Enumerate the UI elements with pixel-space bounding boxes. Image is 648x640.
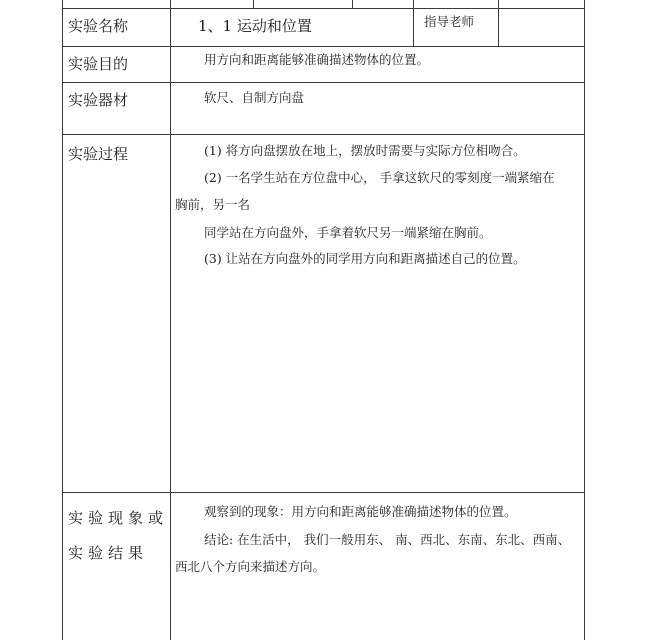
table-rule-label-divider [170, 0, 171, 640]
equipment-value: 软尺、自制方向盘 [204, 90, 305, 105]
process-line: 同学站在方向盘外，手拿着软尺另一端紧缩在胸前。 [204, 225, 492, 240]
result-line: 观察到的现象：用方向和距离能够准确描述物体的位置。 [204, 504, 517, 519]
result-label-line1: 实验现象或 [68, 509, 169, 527]
name-value: 1、1 运动和位置 [198, 17, 312, 35]
process-line: (3) 让站在方向盘外的同学用方向和距离描述自己的位置。 [204, 251, 526, 266]
result-label-line2: 实验结果 [68, 544, 149, 562]
table-rule-purpose-bottom [62, 82, 584, 83]
table-rule-equipment-bottom [62, 134, 584, 135]
purpose-value: 用方向和距离能够准确描述物体的位置。 [204, 52, 430, 67]
process-line: (2) 一名学生站在方位盘中心， 手拿这软尺的零刻度一端紧缩在 [204, 170, 555, 185]
result-line: 西北八个方向来描述方向。 [175, 559, 326, 574]
table-rule-teacher-left [413, 0, 414, 46]
equipment-label: 实验器材 [68, 91, 129, 109]
table-rule-top [62, 8, 584, 9]
purpose-label: 实验目的 [68, 55, 129, 73]
process-label: 实验过程 [68, 145, 129, 163]
table-rule-teacher-right [498, 0, 499, 46]
name-label: 实验名称 [68, 17, 129, 35]
table-rule-stub-2 [352, 0, 353, 8]
table-rule-left [62, 0, 63, 640]
result-line: 结论: 在生活中， 我们一般用东、 南、西北、东南、东北、西南、 [204, 532, 571, 547]
table-rule-right [584, 0, 585, 640]
process-line: 胸前，另一名 [175, 197, 251, 212]
table-rule-process-bottom [62, 492, 584, 493]
table-rule-name-bottom [62, 46, 584, 47]
process-line: (1) 将方向盘摆放在地上，摆放时需要与实际方位相吻合。 [204, 143, 526, 158]
table-rule-stub-1 [253, 0, 254, 8]
teacher-label: 指导老师 [424, 14, 475, 29]
